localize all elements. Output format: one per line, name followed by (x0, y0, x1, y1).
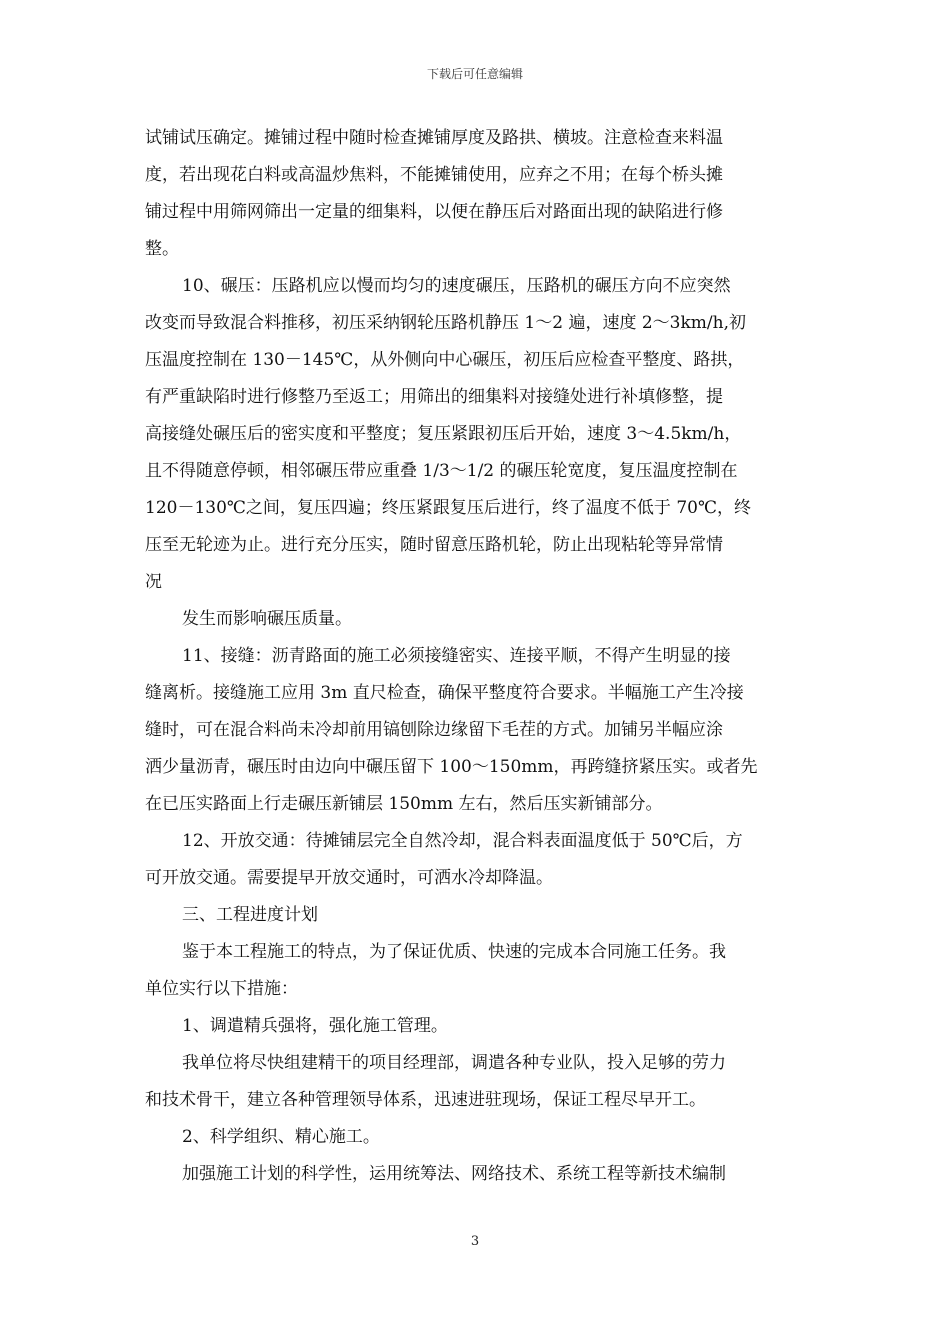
text-line: 120－130℃之间，复压四遍；终压紧跟复压后进行，终了温度不低于 70℃，终 (145, 498, 751, 518)
paragraph (145, 120, 810, 268)
text-line: 发生而影响碾压质量。 (182, 609, 352, 629)
text-line: 和技术骨干，建立各种管理领导体系，迅速进驻现场，保证工程尽早开工。 (145, 1090, 706, 1110)
text-line: 铺过程中用筛网筛出一定量的细集料，以便在静压后对路面出现的缺陷进行修 (145, 202, 723, 222)
document-body (145, 120, 810, 1193)
text-line: 11、接缝：沥青路面的施工必须接缝密实、连接平顺，不得产生明显的接 (182, 646, 731, 666)
paragraph (145, 268, 810, 601)
list-item-heading (145, 1008, 810, 1045)
text-line: 12、开放交通：待摊铺层完全自然冷却，混合料表面温度低于 50℃后，方 (182, 831, 743, 851)
text-line: 整。 (145, 239, 179, 259)
text-line: 三、工程进度计划 (182, 905, 318, 925)
text-line: 度，若出现花白料或高温炒焦料，不能摊铺使用，应弃之不用；在每个桥头摊 (145, 165, 723, 185)
section-heading (145, 897, 810, 934)
paragraph (145, 638, 810, 823)
text-line: 压至无轮迹为止。进行充分压实，随时留意压路机轮，防止出现粘轮等异常情 (145, 535, 723, 555)
text-line: 在已压实路面上行走碾压新铺层 150mm 左右，然后压实新铺部分。 (145, 794, 663, 814)
text-line: 洒少量沥青，碾压时由边向中碾压留下 100～150mm，再跨缝挤紧压实。或者先 (145, 757, 758, 777)
text-line: 可开放交通。需要提早开放交通时，可洒水冷却降温。 (145, 868, 553, 888)
text-line: 加强施工计划的科学性，运用统筹法、网络技术、系统工程等新技术编制 (182, 1164, 726, 1184)
text-line: 10、碾压：压路机应以慢而均匀的速度碾压，压路机的碾压方向不应突然 (182, 276, 731, 296)
page-header-note: 下载后可任意编辑 (426, 67, 523, 81)
text-line: 我单位将尽快组建精干的项目经理部，调遣各种专业队，投入足够的劳力 (182, 1053, 726, 1073)
page-number: 3 (470, 1234, 480, 1249)
text-line: 况 (145, 572, 162, 592)
paragraph (145, 1045, 810, 1119)
text-line: 压温度控制在 130－145℃，从外侧向中心碾压，初压后应检查平整度、路拱， (145, 350, 745, 370)
paragraph (145, 601, 810, 638)
text-line: 改变而导致混合料推移，初压采纳钢轮压路机静压 1～2 遍，速度 2～3km/h,初 (145, 313, 746, 333)
text-line: 高接缝处碾压后的密实度和平整度；复压紧跟初压后开始，速度 3～4.5km/h， (145, 424, 742, 444)
paragraph (145, 823, 810, 897)
paragraph (145, 934, 810, 1008)
text-line: 单位实行以下措施： (145, 979, 298, 999)
paragraph (145, 1156, 810, 1193)
text-line: 1、调遣精兵强将，强化施工管理。 (182, 1016, 448, 1036)
text-line: 且不得随意停顿，相邻碾压带应重叠 1/3～1/2 的碾压轮宽度，复压温度控制在 (145, 461, 738, 481)
list-item-heading (145, 1119, 810, 1156)
text-line: 试铺试压确定。摊铺过程中随时检查摊铺厚度及路拱、横坡。注意检查来料温 (145, 128, 723, 148)
text-line: 鉴于本工程施工的特点，为了保证优质、快速的完成本合同施工任务。我 (182, 942, 726, 962)
text-line: 2、科学组织、精心施工。 (182, 1127, 380, 1147)
text-line: 缝离析。接缝施工应用 3m 直尺检查，确保平整度符合要求。半幅施工产生冷接 (145, 683, 744, 703)
text-line: 有严重缺陷时进行修整乃至返工；用筛出的细集料对接缝处进行补填修整，提 (145, 387, 723, 407)
text-line: 缝时，可在混合料尚未冷却前用镐刨除边缘留下毛茬的方式。加铺另半幅应涂 (145, 720, 723, 740)
